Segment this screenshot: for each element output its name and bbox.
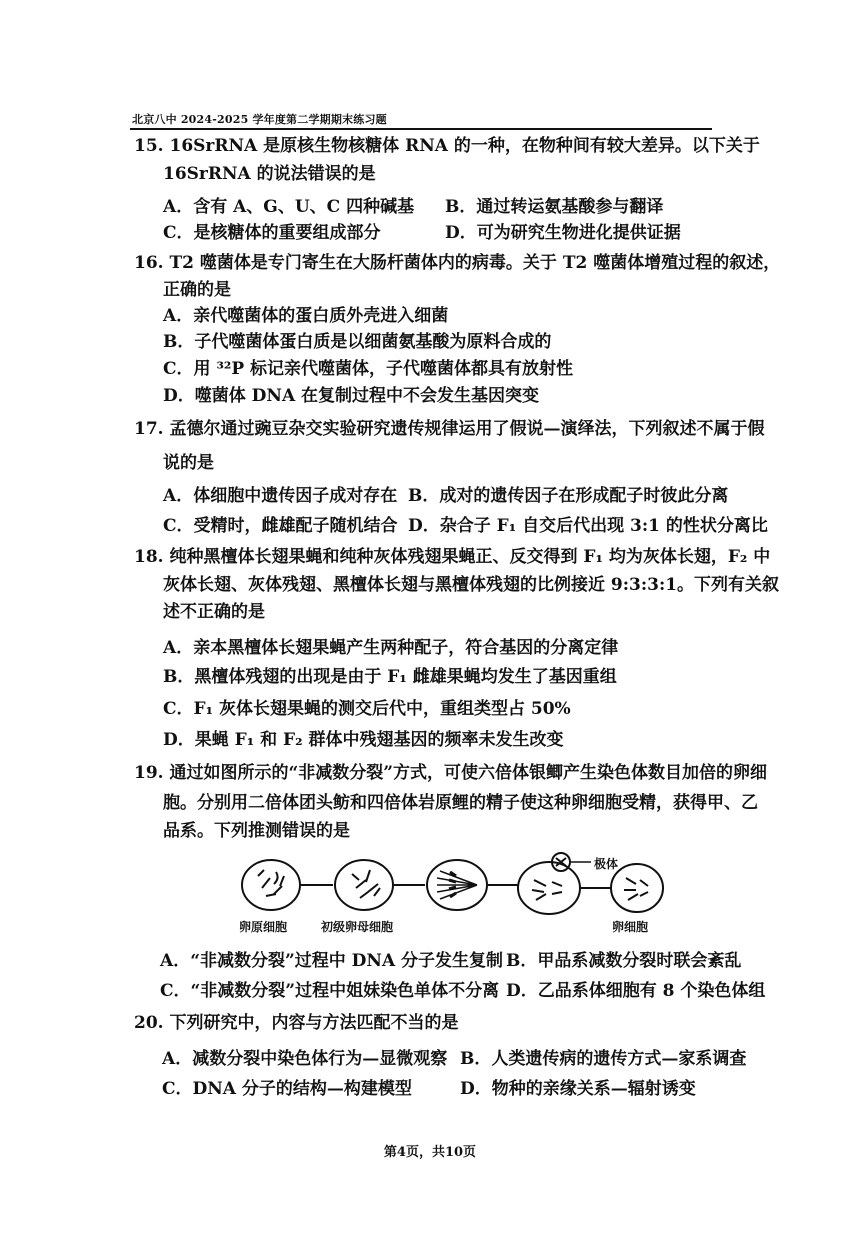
question-15-option-d: D．可为研究生物进化提供证据 <box>445 223 681 243</box>
question-19-stem-line-2: 胞。分别用二倍体团头鲂和四倍体岩原鲤的精子使这种卵细胞受精，获得甲、乙 <box>163 793 758 813</box>
question-17-option-b: B．成对的遗传因子在形成配子时彼此分离 <box>408 486 729 506</box>
primary-oocyte-cell <box>335 860 393 910</box>
question-19-stem-line-1: 19. 通过如图所示的“非减数分裂”方式，可使六倍体银鲫产生染色体数目加倍的卵细 <box>134 763 768 783</box>
egg-cell <box>611 864 663 912</box>
question-18-option-c: C．F₁ 灰体长翅果蝇的测交后代中，重组类型占 50% <box>163 699 571 719</box>
page-footer: 第4页，共10页 <box>383 1145 477 1160</box>
question-17-number: 17. <box>134 419 164 439</box>
metaphase-cell <box>427 860 487 910</box>
header-rule <box>130 128 712 130</box>
question-17-option-c: C．受精时，雌雄配子随机结合 <box>163 516 398 536</box>
question-18-stem-line-1: 18. 纯种黑檀体长翅果蝇和纯种灰体残翅果蝇正、反交得到 F₁ 均为灰体长翅，F₂ 中 <box>134 547 771 567</box>
figure-label-oogonium: 卵原细胞 <box>239 920 288 934</box>
question-18-option-a: A．亲本黑檀体长翅果蝇产生两种配子，符合基因的分离定律 <box>163 638 619 658</box>
question-17-stem-line-2: 说的是 <box>163 453 214 473</box>
question-16-option-b: B．子代噬菌体蛋白质是以细菌氨基酸为原料合成的 <box>163 332 552 352</box>
question-20-number: 20. <box>134 1013 164 1033</box>
question-17-option-d: D．杂合子 F₁ 自交后代出现 3:1 的性状分离比 <box>408 516 768 536</box>
question-16-option-a: A．亲代噬菌体的蛋白质外壳进入细菌 <box>163 306 449 326</box>
question-15-option-a: A．含有 A、G、U、C 四种碱基 <box>163 197 415 217</box>
question-15-option-c: C．是核糖体的重要组成部分 <box>163 223 381 243</box>
question-15-stem-line-2: 16SrRNA 的说法错误的是 <box>163 164 376 184</box>
figure-label-egg: 卵细胞 <box>612 920 649 934</box>
question-16-option-d: D．噬菌体 DNA 在复制过程中不会发生基因突变 <box>163 386 540 406</box>
question-19-option-d: D．乙品系体细胞有 8 个染色体组 <box>506 981 766 1001</box>
question-16-number: 16. <box>134 253 164 273</box>
anaphase-cell <box>518 853 591 914</box>
question-20-stem-line-1: 20. 下列研究中，内容与方法匹配不当的是 <box>134 1013 459 1033</box>
figure-label-polar-body: 极体 <box>594 857 619 871</box>
polar-body-circle <box>552 853 570 871</box>
question-17-stem-line-1: 17. 孟德尔通过豌豆杂交实验研究遗传规律运用了假说—演绎法，下列叙述不属于假 <box>134 419 765 439</box>
question-18-option-d: D．果蝇 F₁ 和 F₂ 群体中残翅基因的频率未发生改变 <box>163 730 564 750</box>
question-19-option-b: B．甲品系减数分裂时联会紊乱 <box>506 951 742 971</box>
question-16-stem-line-2: 正确的是 <box>163 280 231 300</box>
question-18-stem-line-2: 灰体长翅、灰体残翅、黑檀体长翅与黑檀体残翅的比例接近 9:3:3:1。下列有关叙 <box>163 575 780 595</box>
oogonium-cell <box>242 860 300 910</box>
question-16-option-c: C．用 ³²P 标记亲代噬菌体，子代噬菌体都具有放射性 <box>163 359 574 379</box>
question-16-stem-line-1: 16. T2 噬菌体是专门寄生在大肠杆菌体内的病毒。关于 T2 噬菌体增殖过程的叙述， <box>134 253 781 273</box>
question-15-number: 15. <box>134 136 164 156</box>
question-20-option-c: C．DNA 分子的结构—构建模型 <box>162 1079 412 1099</box>
question-19-stem-line-3: 品系。下列推测错误的是 <box>163 821 350 841</box>
exam-header: 北京八中 2024-2025 学年度第二学期期末练习题 <box>132 113 387 126</box>
question-20-option-d: D．物种的亲缘关系—辐射诱变 <box>460 1079 696 1099</box>
figure-label-primary-oocyte: 初级卵母细胞 <box>321 920 394 934</box>
question-17-option-a: A．体细胞中遗传因子成对存在 <box>163 486 398 506</box>
question-18-stem-line-3: 述不正确的是 <box>163 602 265 622</box>
question-20-option-b: B．人类遗传病的遗传方式—家系调查 <box>460 1049 747 1069</box>
question-19-number: 19. <box>134 763 164 783</box>
question-19-option-a: A．“非减数分裂”过程中 DNA 分子发生复制 <box>160 951 504 971</box>
question-19-option-c: C．“非减数分裂”过程中姐妹染色单体不分离 <box>160 981 500 1001</box>
question-20-option-a: A．减数分裂中染色体行为—显微观察 <box>162 1049 448 1069</box>
question-15-option-b: B．通过转运氨基酸参与翻译 <box>445 197 664 217</box>
question-18-number: 18. <box>134 547 164 567</box>
question-15-stem-line-1: 15. 16SrRNA 是原核生物核糖体 RNA 的一种，在物种间有较大差异。以下关于 <box>134 136 760 156</box>
question-18-option-b: B．黑檀体残翅的出现是由于 F₁ 雌雄果蝇均发生了基因重组 <box>163 667 617 687</box>
